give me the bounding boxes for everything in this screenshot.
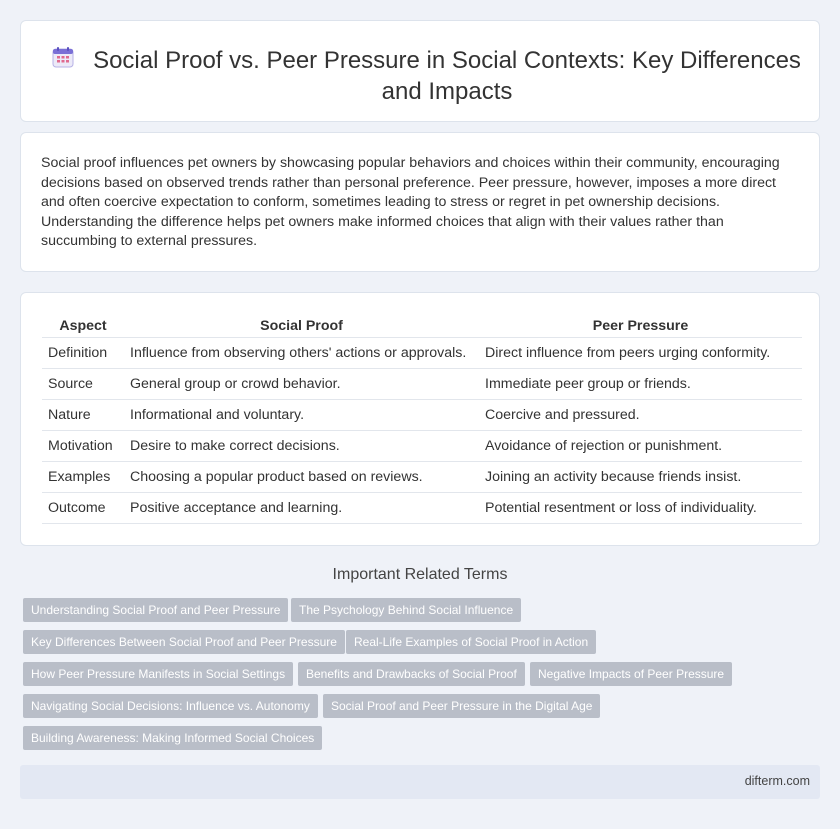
related-term-link[interactable]: Negative Impacts of Peer Pressure xyxy=(530,662,732,686)
related-term-link[interactable]: Benefits and Drawbacks of Social Proof xyxy=(298,662,525,686)
table-cell: Direct influence from peers urging conformity. xyxy=(479,338,802,369)
table-cell: Outcome xyxy=(42,493,124,524)
table-cell: Desire to make correct decisions. xyxy=(124,431,479,462)
table-row xyxy=(42,462,802,493)
table-row xyxy=(42,400,802,431)
table-cell: Source xyxy=(42,369,124,400)
related-terms-title: Important Related Terms xyxy=(332,566,508,583)
table-header-row xyxy=(42,315,802,338)
related-term-link[interactable]: The Psychology Behind Social Influence xyxy=(291,598,521,622)
table-row xyxy=(42,369,802,400)
comparison-card xyxy=(20,292,820,546)
title-card xyxy=(20,20,820,122)
intro-card xyxy=(20,132,820,272)
table-cell: Immediate peer group or friends. xyxy=(479,369,802,400)
related-term-link[interactable]: Social Proof and Peer Pressure in the Digital Age xyxy=(323,694,600,718)
column-header-aspect: Aspect xyxy=(42,315,124,338)
table-row xyxy=(42,431,802,462)
table-cell: Avoidance of rejection or punishment. xyxy=(479,431,802,462)
related-term-link[interactable]: How Peer Pressure Manifests in Social Settings xyxy=(23,662,293,686)
table-cell: Motivation xyxy=(42,431,124,462)
calendar-icon xyxy=(52,46,74,68)
column-header-peer-pressure: Peer Pressure xyxy=(479,315,802,338)
column-header-social-proof: Social Proof xyxy=(124,315,479,338)
related-term-link[interactable]: Key Differences Between Social Proof and Peer Pressure xyxy=(23,630,345,654)
footer xyxy=(20,765,820,799)
page-title: Social Proof vs. Peer Pressure in Social Contexts: Key Differences and Impacts xyxy=(93,47,801,105)
table-cell: Nature xyxy=(42,400,124,431)
table-cell: Influence from observing others' actions or approvals. xyxy=(124,338,479,369)
table-cell: Positive acceptance and learning. xyxy=(124,493,479,524)
comparison-table xyxy=(42,315,802,524)
table-cell: Examples xyxy=(42,462,124,493)
table-row xyxy=(42,493,802,524)
table-cell: Choosing a popular product based on reviews. xyxy=(124,462,479,493)
table-cell: Coercive and pressured. xyxy=(479,400,802,431)
footer-site-link[interactable]: difterm.com xyxy=(744,774,810,788)
related-term-link[interactable]: Navigating Social Decisions: Influence vs. Autonomy xyxy=(23,694,318,718)
table-cell: Definition xyxy=(42,338,124,369)
table-cell: Informational and voluntary. xyxy=(124,400,479,431)
table-cell: General group or crowd behavior. xyxy=(124,369,479,400)
related-term-link[interactable]: Real-Life Examples of Social Proof in Action xyxy=(346,630,596,654)
related-term-link[interactable]: Understanding Social Proof and Peer Pressure xyxy=(23,598,288,622)
table-cell: Joining an activity because friends insist. xyxy=(479,462,802,493)
intro-paragraph: Social proof influences pet owners by showcasing popular behaviors and choices within their community, encouraging decisions based on observed trends rather than personal preference. Peer pressure, however, imposes a more direct and often coercive expectation to conform, sometimes leading to stress or regret in pet ownership decisions. Understanding the difference helps pet owners make informed choices that align with their values rather than succumbing to external pressures. xyxy=(41,155,780,250)
table-cell: Potential resentment or loss of individuality. xyxy=(479,493,802,524)
related-term-link[interactable]: Building Awareness: Making Informed Social Choices xyxy=(23,726,322,750)
table-row xyxy=(42,338,802,369)
